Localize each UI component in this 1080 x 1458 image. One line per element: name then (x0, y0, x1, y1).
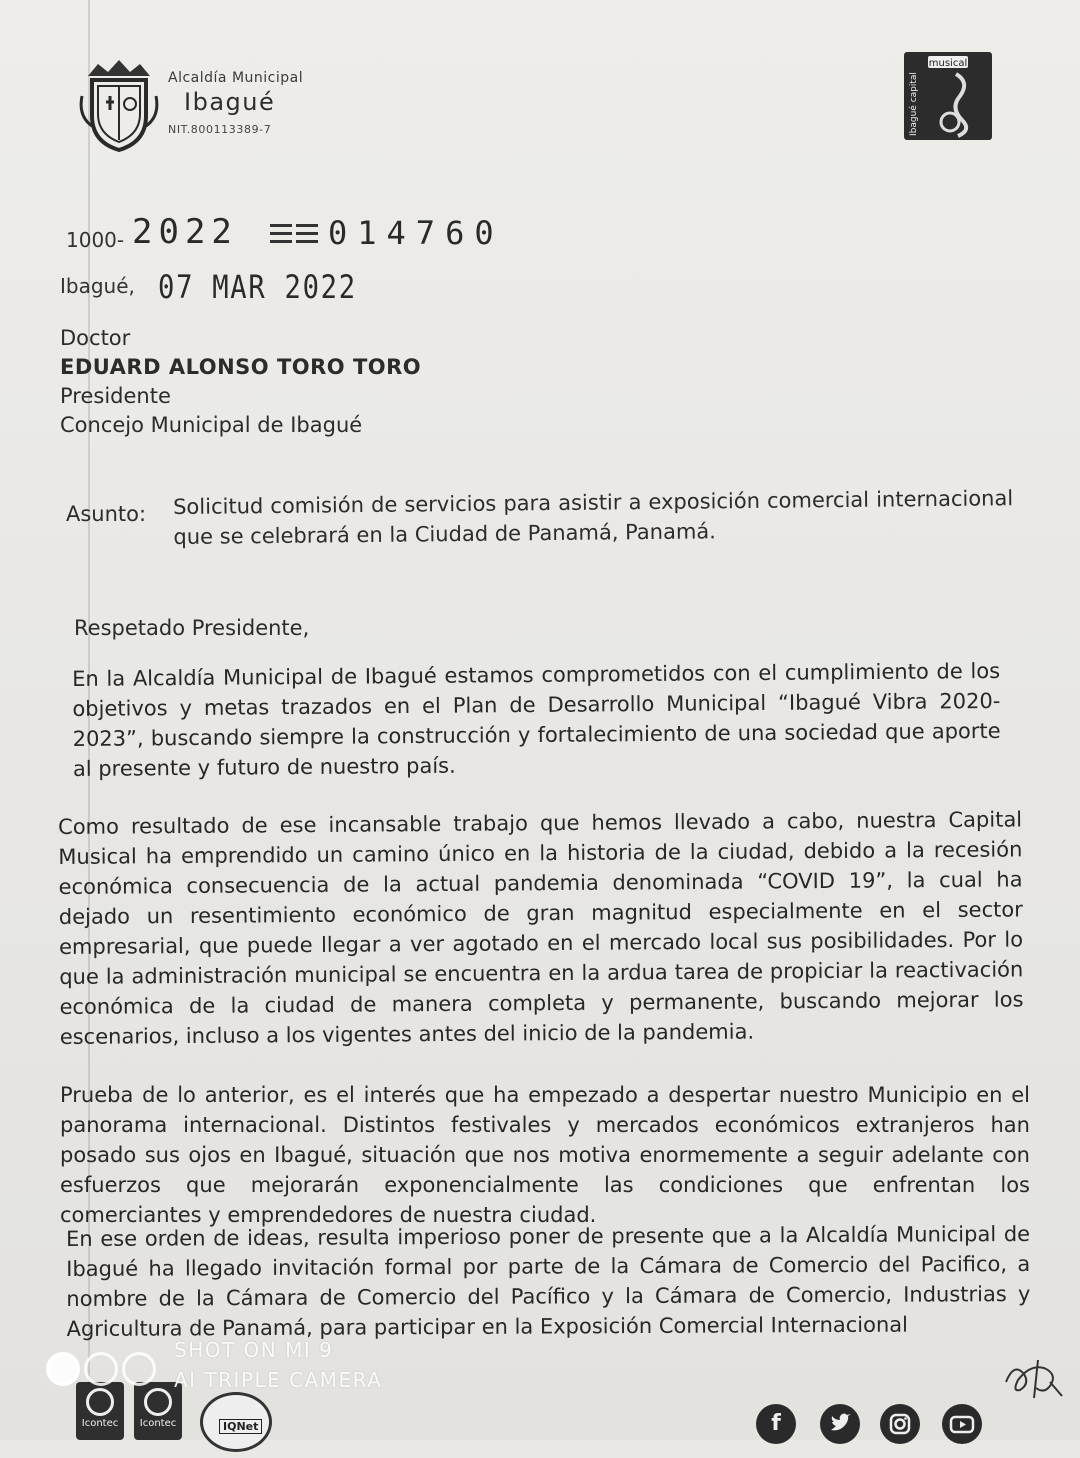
city-coat-of-arms-icon (78, 56, 160, 152)
recipient-name: EDUARD ALONSO TORO TORO (60, 355, 422, 379)
body-paragraph: En ese orden de ideas, resulta imperioso poner de presente que a la Alcaldía Municipal de Ibagué ha llegado invitación formal por parte de la Cámara de Comercio del Pacifico, a nombre de la Cámara de Comercio del Pacífico y la Cámara de Comercio, Industrias y Agricultura de Panamá, para participar en la Exposición Comercial Internacional (66, 1221, 1031, 1341)
iqnet-label: IQNet (219, 1419, 262, 1434)
ibague-capital-musical-logo (900, 48, 996, 144)
filing-serial: 014760 (328, 214, 504, 252)
body-paragraph: En la Alcaldía Municipal de Ibagué estamos comprometidos con el cumplimiento de los objetivos y metas trazados en el Plan de Desarrollo Municipal “Ibagué Vibra 2020-2023”, buscando siempre la construcción y fortalecimiento de una sociedad que aporte al presente y futuro de nuestro país. (72, 658, 1001, 781)
youtube-icon (942, 1404, 982, 1444)
svg-text:musical: musical (928, 58, 968, 69)
body-paragraph: Como resultado de ese incansable trabajo que hemos llevado a cabo, nuestra Capital Musical ha emprendido un camino único en la historia de la ciudad, debido a la recesión económica consecuencia de la actual pandemia denominada “COVID 19”, la cual ha dejado un resentimiento económico de gran magnitud especialmente en el sector empresarial, que puede llegar a ver agotado en el mercado local sus posibilidades. Por lo que la administración municipal se encuentra en la ardua tarea de propiciar la reactivación económica de la ciudad de manera completa y permanente, buscando mejorar los escenarios, incluso a los vigentes antes del inicio de la pandemia. (58, 807, 1024, 1049)
cert-label: Icontec (139, 1418, 177, 1429)
twitter-icon (820, 1404, 860, 1444)
camera-watermark (46, 1338, 406, 1396)
subject-text: Solicitud comisión de servicios para asistir a exposición comercial internacional que se celebrará en la Ciudad de Panamá, Panamá. (173, 486, 1014, 549)
recipient-title: Doctor (60, 326, 131, 350)
tax-id: NIT.800113389-7 (168, 123, 272, 136)
filing-separator (266, 222, 326, 246)
handwritten-initials (1000, 1352, 1070, 1402)
filing-prefix: 1000- (66, 228, 125, 252)
watermark-dot-icon (84, 1352, 118, 1386)
entity-name: Alcaldía Municipal (168, 70, 304, 86)
watermark-line-2: AI TRIPLE CAMERA (174, 1368, 383, 1392)
instagram-icon (880, 1404, 920, 1444)
salutation: Respetado Presidente, (74, 616, 310, 640)
date-city: Ibagué, (60, 274, 135, 298)
subject-label: Asunto: (66, 502, 147, 526)
svg-text:Ibagué capital: Ibagué capital (909, 72, 919, 136)
watermark-line-1: SHOT ON MI 9 (174, 1338, 334, 1362)
city-name: Ibagué (184, 88, 276, 116)
watermark-dot-icon (46, 1352, 80, 1386)
recipient-position: Presidente (60, 384, 171, 408)
date-stamp: 07 MAR 2022 (158, 268, 357, 306)
iqnet-certification-badge (200, 1392, 272, 1452)
filing-year: 2022 (132, 212, 238, 252)
facebook-icon: f (756, 1404, 796, 1444)
cert-label: Icontec (81, 1418, 119, 1429)
body-paragraph: Prueba de lo anterior, es el interés que ha empezado a despertar nuestro Municipio en el panorama internacional. Distintos festivales y mercados económicos extranjeros han posado sus ojos en Ibagué, situación que nos motiva enormemente a seguir adelante con esfuerzos que mejorarán exponencialmente las condiciones que enfrentan los comerciantes y emprendedores de nuestra ciudad. (60, 1083, 1030, 1227)
recipient-block (60, 324, 421, 440)
recipient-organization: Concejo Municipal de Ibagué (60, 413, 363, 437)
watermark-dot-icon (122, 1352, 156, 1386)
